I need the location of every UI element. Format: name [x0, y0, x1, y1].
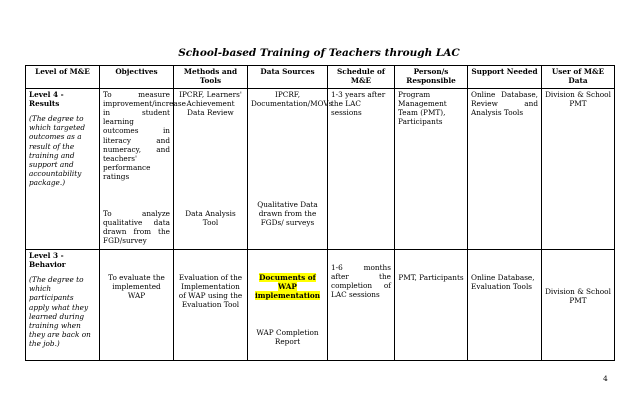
level-label: Level 3 - Behavior	[29, 251, 66, 270]
page-number: 4	[603, 374, 608, 383]
header-objectives: Objectives	[100, 66, 174, 89]
person-cell	[395, 250, 468, 361]
objectives-cell	[100, 250, 174, 361]
header-level: Level of M&E	[26, 66, 100, 89]
header-data-sources: Data Sources	[248, 66, 328, 89]
mande-table	[25, 65, 615, 361]
objective-text: To analyze qualitative data drawn from the FGD/survey	[103, 209, 170, 246]
header-row	[26, 66, 615, 89]
methods-cell	[174, 89, 248, 250]
methods-cell	[174, 250, 248, 361]
source-text: Qualitative Data drawn from the FGDs/ surveys	[257, 200, 318, 228]
level-cell	[26, 89, 100, 250]
header-schedule: Schedule of M&E	[328, 66, 395, 89]
method-text: Data Analysis Tool	[185, 209, 236, 228]
schedule-cell: 1-3 years after the LAC sessions	[328, 89, 395, 250]
highlighted-source: Documents of WAP implementation	[254, 273, 321, 301]
person-text: PMT, Participants	[398, 273, 464, 282]
source-text: WAP Completion Report	[256, 328, 319, 347]
schedule-cell	[328, 250, 395, 361]
document-title: School-based Training of Teachers through LAC	[178, 47, 460, 59]
support-cell: Online Database, Review and Analysis Tools	[468, 89, 542, 250]
level-description: (The degree to which targeted outcomes as a result of the training and support and accountability package.)	[29, 114, 86, 187]
objectives-cell	[100, 89, 186, 250]
header-user: User of M&E Data	[542, 66, 615, 89]
user-cell: Division & School PMT	[542, 89, 615, 250]
table-row	[26, 250, 615, 361]
data-sources-cell	[248, 250, 328, 361]
support-text: Online Database, Evaluation Tools	[471, 273, 535, 292]
objective-text: To measure improvement/increase in student learning outcomes in literacy and numeracy, and teachers' performance ratings	[103, 90, 186, 181]
user-cell	[542, 250, 615, 361]
schedule-text: 1-6 months after the completion of LAC sessions	[331, 263, 391, 300]
person-cell: Program Management Team (PMT), Participants	[395, 89, 468, 250]
method-text: IPCRF, Learners' Achievement Data Review	[179, 90, 242, 118]
source-text: IPCRF, Documentation/MOVs	[251, 90, 333, 109]
objective-text: To evaluate the implemented WAP	[108, 273, 165, 301]
level-description: (The degree to which participants apply what they learned during training when they are back on the job.)	[29, 275, 91, 348]
user-text: Division & School PMT	[545, 287, 611, 306]
support-cell	[468, 250, 542, 361]
level-label: Level 4 - Results	[29, 90, 64, 109]
level-cell	[26, 250, 100, 361]
header-person: Person/s Responsible	[395, 66, 468, 89]
header-methods: Methods and Tools	[174, 66, 248, 89]
method-text: Evaluation of the Implementation of WAP using the Evaluation Tool	[178, 273, 243, 310]
data-sources-cell	[248, 89, 333, 250]
header-support: Support Needed	[468, 66, 542, 89]
table-row	[26, 89, 615, 250]
